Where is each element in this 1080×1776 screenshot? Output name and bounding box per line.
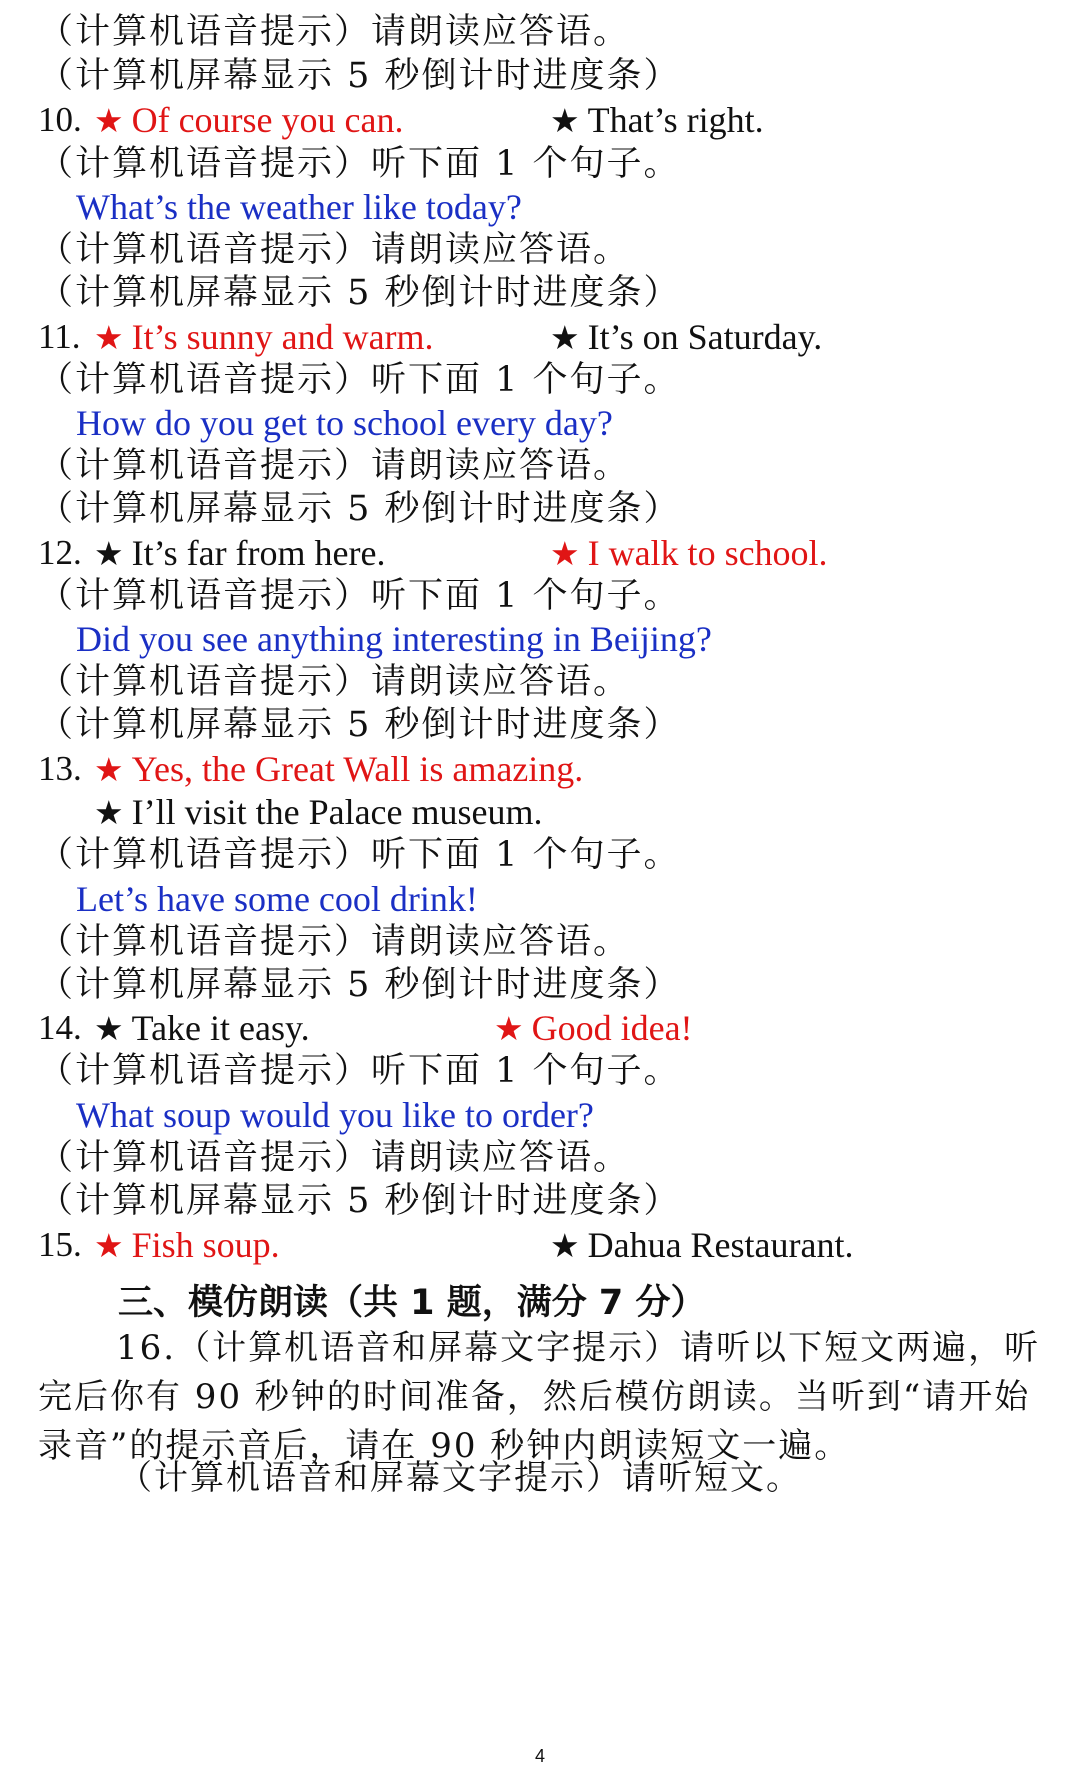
prompt-read-answer: （计算机语音提示）请朗读应答语。 — [38, 1138, 631, 1178]
option-b-text: It’s on Saturday. — [587, 317, 823, 357]
item-number: 11. — [38, 317, 81, 356]
star-icon: ★ — [550, 101, 580, 140]
question-item-15 — [38, 1223, 854, 1271]
option-b-text: I’ll visit the Palace museum. — [131, 792, 543, 832]
star-icon: ★ — [94, 750, 124, 789]
prompt-listen: （计算机语音提示）听下面 1 个句子。 — [38, 835, 681, 875]
listening-sentence: How do you get to school every day? — [76, 403, 613, 443]
question-item-12 — [38, 531, 828, 579]
prompt-listen: （计算机语音提示）听下面 1 个句子。 — [38, 1051, 681, 1091]
star-icon: ★ — [94, 534, 124, 573]
option-b-text: Good idea! — [531, 1008, 693, 1048]
listening-sentence: Did you see anything interesting in Beijing? — [76, 619, 712, 659]
listening-sentence: What soup would you like to order? — [76, 1095, 594, 1135]
star-icon: ★ — [94, 1226, 124, 1265]
prompt-read-answer: （计算机语音提示）请朗读应答语。 — [38, 446, 631, 486]
option-b — [550, 315, 822, 360]
star-icon: ★ — [94, 793, 124, 832]
page-number: 4 — [534, 1746, 545, 1766]
listening-sentence: What’s the weather like today? — [76, 187, 522, 227]
prompt-countdown: （计算机屏幕显示 5 秒倒计时进度条） — [38, 489, 681, 529]
prompt-listen: （计算机语音提示）听下面 1 个句子。 — [38, 360, 681, 400]
prompt-countdown: （计算机屏幕显示 5 秒倒计时进度条） — [38, 965, 681, 1005]
option-a-text: Fish soup. — [131, 1225, 280, 1265]
option-b-text: That’s right. — [587, 100, 764, 140]
prompt-countdown: （计算机屏幕显示 5 秒倒计时进度条） — [38, 705, 681, 745]
prompt-countdown: （计算机屏幕显示 5 秒倒计时进度条） — [38, 56, 681, 96]
question-item-14 — [38, 1006, 693, 1054]
prompt-read-answer: （计算机语音提示）请朗读应答语。 — [38, 12, 631, 52]
item-number: 14. — [38, 1008, 82, 1047]
listen-passage-prompt: （计算机语音和屏幕文字提示）请听短文。 — [118, 1458, 802, 1498]
star-icon: ★ — [550, 534, 580, 573]
option-a-text: Of course you can. — [131, 100, 404, 140]
prompt-listen: （计算机语音提示）听下面 1 个句子。 — [38, 576, 681, 616]
option-a-text: It’s far from here. — [131, 533, 386, 573]
listening-sentence: Let’s have some cool drink! — [76, 879, 478, 919]
option-a-text: It’s sunny and warm. — [131, 317, 434, 357]
section-heading: 三、模仿朗读（共 1 题，满分 7 分） — [118, 1283, 706, 1323]
item-number: 13. — [38, 749, 82, 788]
option-b — [550, 98, 764, 143]
question-item-10 — [38, 98, 764, 146]
question-item-13 — [38, 747, 584, 795]
paragraph-text: 16.（计算机语音和屏幕文字提示）请听以下短文两遍，听完后你有 90 秒钟的时间准备，然后模仿朗读。当听到“请开始录音”的提示音后，请在 90 秒钟内朗读短文一遍。 — [38, 1328, 1041, 1466]
option-b-text: I walk to school. — [587, 533, 828, 573]
option-a — [94, 1223, 280, 1268]
star-icon: ★ — [494, 1009, 524, 1048]
prompt-countdown: （计算机屏幕显示 5 秒倒计时进度条） — [38, 1181, 681, 1221]
option-b — [494, 1006, 693, 1051]
option-a — [94, 531, 385, 576]
option-a-text: Take it easy. — [131, 1008, 310, 1048]
option-a — [94, 98, 404, 143]
option-b-text: Dahua Restaurant. — [587, 1225, 854, 1265]
prompt-countdown: （计算机屏幕显示 5 秒倒计时进度条） — [38, 273, 681, 313]
item-number: 12. — [38, 533, 82, 572]
option-b — [94, 790, 543, 835]
option-a — [94, 747, 583, 792]
item-number: 15. — [38, 1225, 82, 1264]
option-b — [550, 531, 828, 576]
prompt-read-answer: （计算机语音提示）请朗读应答语。 — [38, 230, 631, 270]
option-a-text: Yes, the Great Wall is amazing. — [131, 749, 584, 789]
prompt-read-answer: （计算机语音提示）请朗读应答语。 — [38, 922, 631, 962]
star-icon: ★ — [94, 318, 124, 357]
item-number: 10. — [38, 100, 82, 139]
option-b — [550, 1223, 854, 1268]
star-icon: ★ — [550, 318, 580, 357]
option-a — [94, 315, 434, 360]
prompt-listen: （计算机语音提示）听下面 1 个句子。 — [38, 144, 681, 184]
question-item-11 — [38, 315, 823, 363]
star-icon: ★ — [94, 1009, 124, 1048]
star-icon: ★ — [94, 101, 124, 140]
option-a — [94, 1006, 310, 1051]
section-paragraph — [38, 1324, 1048, 1471]
prompt-read-answer: （计算机语音提示）请朗读应答语。 — [38, 662, 631, 702]
star-icon: ★ — [550, 1226, 580, 1265]
